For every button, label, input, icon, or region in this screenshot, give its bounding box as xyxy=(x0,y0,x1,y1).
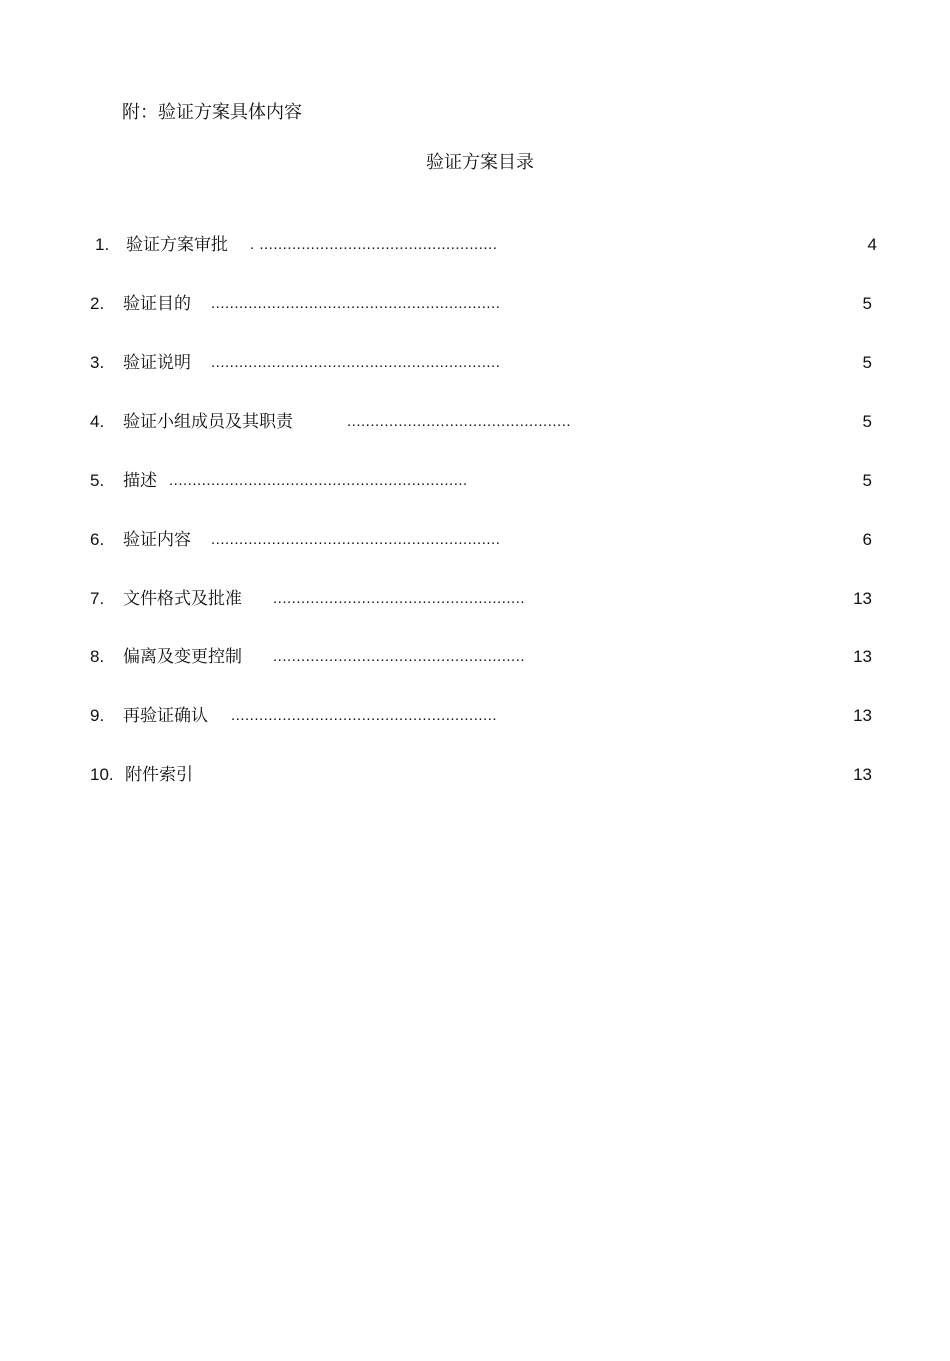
toc-entry[interactable] xyxy=(0,527,950,553)
toc-page-number: 13 xyxy=(853,706,872,725)
toc-label: 验证方案审批 xyxy=(126,235,228,255)
toc-number: 3. xyxy=(90,353,105,372)
toc-leader: . ................................................... xyxy=(250,236,498,253)
toc-leader: ................................................................ xyxy=(169,472,468,489)
toc-leader: .............................................................. xyxy=(211,295,501,312)
toc-label: 描述 xyxy=(123,471,157,491)
toc-page-number: 13 xyxy=(853,589,872,608)
toc-number: 1. xyxy=(95,235,110,254)
toc-page-number: 5 xyxy=(862,412,872,431)
toc-number: 9. xyxy=(90,706,105,725)
toc-number: 5. xyxy=(90,471,105,490)
toc-leader: ...................................................... xyxy=(273,648,526,665)
toc-page-number: 5 xyxy=(862,294,872,313)
toc-title: 验证方案目录 xyxy=(426,152,534,173)
toc-leader: .............................................................. xyxy=(211,531,501,548)
toc-entry[interactable] xyxy=(0,350,950,376)
toc-number: 8. xyxy=(90,647,105,666)
toc-leader: ................................................ xyxy=(347,413,572,430)
toc-page-number: 5 xyxy=(862,353,872,372)
toc-label: 验证小组成员及其职责 xyxy=(123,412,293,432)
toc-page-number: 5 xyxy=(862,471,872,490)
toc-page-number: 13 xyxy=(853,765,872,784)
toc-number: 6. xyxy=(90,530,105,549)
toc-label: 附件索引 xyxy=(125,765,193,785)
toc-number: 10. xyxy=(90,765,114,784)
toc-entry[interactable] xyxy=(0,703,950,729)
toc-number: 7. xyxy=(90,589,105,608)
toc-label: 验证说明 xyxy=(123,353,191,373)
toc-page-number: 13 xyxy=(853,647,872,666)
toc-page-number: 6 xyxy=(862,530,872,549)
toc-entry[interactable] xyxy=(0,291,950,317)
toc-label: 再验证确认 xyxy=(123,706,208,726)
appendix-heading: 附：验证方案具体内容 xyxy=(122,102,302,123)
toc-entry[interactable] xyxy=(0,762,950,788)
toc-label: 文件格式及批准 xyxy=(123,589,242,609)
toc-leader: ......................................................... xyxy=(231,707,498,724)
toc-entry[interactable] xyxy=(0,409,950,435)
toc-label: 偏离及变更控制 xyxy=(123,647,242,667)
toc-entry[interactable] xyxy=(0,586,950,612)
toc-label: 验证目的 xyxy=(123,294,191,314)
toc-entry[interactable] xyxy=(0,468,950,494)
toc-leader: ...................................................... xyxy=(273,590,526,607)
toc-leader: .............................................................. xyxy=(211,354,501,371)
toc-number: 2. xyxy=(90,294,105,313)
toc-entry[interactable] xyxy=(0,232,950,258)
toc-entry[interactable] xyxy=(0,644,950,670)
toc-page-number: 4 xyxy=(867,235,877,254)
toc-number: 4. xyxy=(90,412,105,431)
toc-label: 验证内容 xyxy=(123,530,191,550)
